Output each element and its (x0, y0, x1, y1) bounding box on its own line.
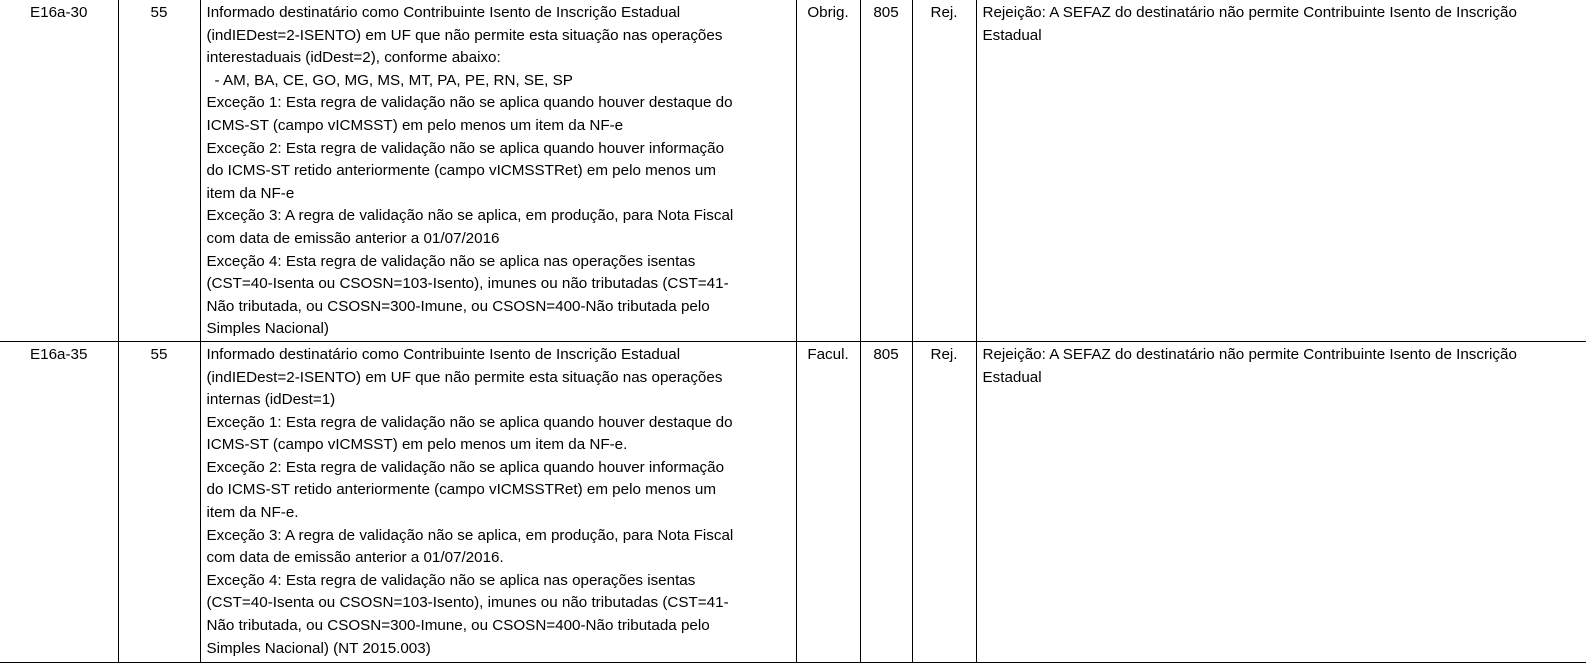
description-line: (indIEDest=2-ISENTO) em UF que não permite esta situação nas operações (206, 368, 723, 386)
model-cell: 55 (118, 341, 200, 662)
rejection-message-cell: Rejeição: A SEFAZ do destinatário não permite Contribuinte Isento de Inscrição Estadual (976, 341, 1586, 662)
rejection-code-cell: 805 (860, 341, 912, 662)
rule-description-cell (200, 0, 796, 341)
application-cell: Obrig. (796, 0, 860, 341)
description-line: interestaduais (idDest=2), conforme abaixo: (206, 49, 501, 67)
rule-description-cell (200, 341, 796, 662)
description-line: internas (idDest=1) (206, 391, 336, 409)
description-line: Exceção 2: Esta regra de validação não se aplica quando houver informação (206, 139, 725, 157)
description-line: do ICMS-ST retido anteriormente (campo vICMSSTRet) em pelo menos um (206, 162, 717, 180)
description-line: com data de emissão anterior a 01/07/2016 (206, 229, 500, 247)
description-line: Não tributada, ou CSOSN=300-Imune, ou CSOSN=400-Não tributada pelo (206, 617, 710, 635)
description-line: Exceção 1: Esta regra de validação não se aplica quando houver destaque do (206, 413, 733, 431)
description-line: com data de emissão anterior a 01/07/2016. (206, 549, 504, 567)
table-row (0, 341, 1586, 662)
description-line: Exceção 4: Esta regra de validação não se aplica nas operações isentas (206, 571, 696, 589)
rule-id-cell: E16a-30 (0, 0, 118, 341)
description-line: Não tributada, ou CSOSN=300-Imune, ou CSOSN=400-Não tributada pelo (206, 297, 710, 315)
description-line: Exceção 3: A regra de validação não se aplica, em produção, para Nota Fiscal (206, 526, 734, 544)
model-cell: 55 (118, 0, 200, 341)
rejection-message-cell: Rejeição: A SEFAZ do destinatário não permite Contribuinte Isento de Inscrição Estadual (976, 0, 1586, 341)
description-line: Informado destinatário como Contribuinte Isento de Inscrição Estadual (206, 4, 681, 21)
description-line: ICMS-ST (campo vICMSST) em pelo menos um item da NF-e (206, 116, 624, 134)
description-line: Exceção 2: Esta regra de validação não se aplica quando houver informação (206, 458, 725, 476)
description-line: Simples Nacional) (NT 2015.003) (206, 639, 431, 657)
description-line: item da NF-e (206, 184, 295, 202)
description-line: Informado destinatário como Contribuinte Isento de Inscrição Estadual (206, 345, 681, 363)
description-line: ICMS-ST (campo vICMSST) em pelo menos um item da NF-e. (206, 436, 628, 454)
description-line: Exceção 1: Esta regra de validação não se aplica quando houver destaque do (206, 94, 733, 112)
description-line: - AM, BA, CE, GO, MG, MS, MT, PA, PE, RN, SE, SP (214, 71, 573, 89)
rule-id-cell: E16a-35 (0, 341, 118, 662)
effect-cell: Rej. (912, 0, 976, 341)
description-line: (CST=40-Isenta ou CSOSN=103-Isento), imunes ou não tributadas (CST=41- (206, 275, 729, 293)
application-cell: Facul. (796, 341, 860, 662)
description-line: item da NF-e. (206, 504, 299, 522)
description-line: do ICMS-ST retido anteriormente (campo vICMSSTRet) em pelo menos um (206, 481, 717, 499)
description-line: Exceção 3: A regra de validação não se aplica, em produção, para Nota Fiscal (206, 207, 734, 225)
description-line: Simples Nacional) (206, 320, 329, 338)
rejection-code-cell: 805 (860, 0, 912, 341)
description-line: (indIEDest=2-ISENTO) em UF que não permite esta situação nas operações (206, 26, 723, 44)
description-line: Exceção 4: Esta regra de validação não se aplica nas operações isentas (206, 252, 696, 270)
effect-cell: Rej. (912, 341, 976, 662)
description-line: (CST=40-Isenta ou CSOSN=103-Isento), imunes ou não tributadas (CST=41- (206, 594, 729, 612)
